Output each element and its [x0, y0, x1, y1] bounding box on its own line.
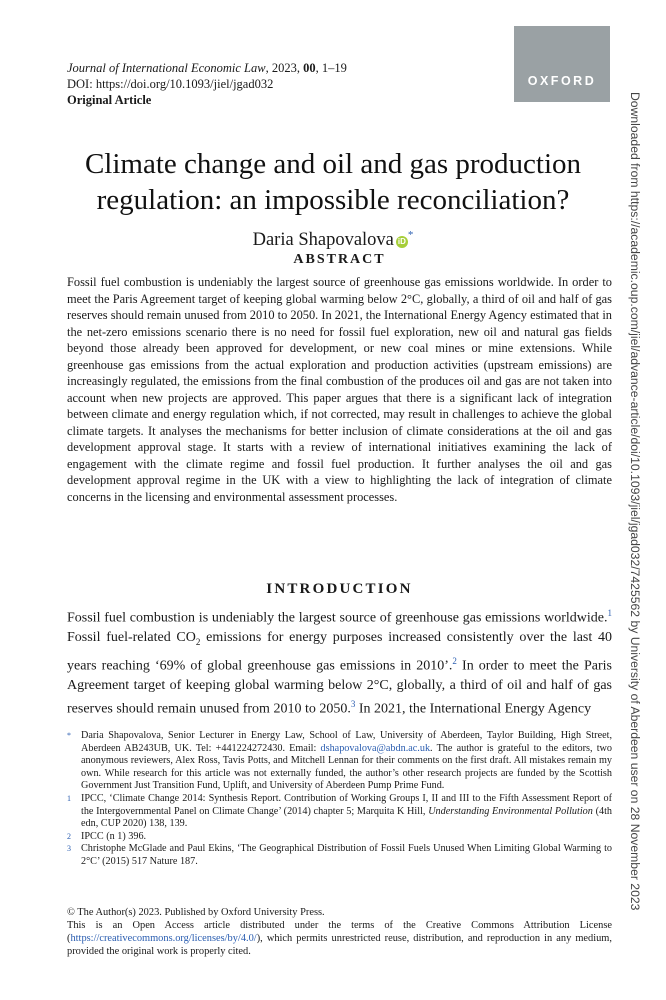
journal-name: Journal of International Economic Law — [67, 61, 266, 75]
footnote-text: Daria Shapovalova, Senior Lecturer in Energy Law, School of Law, University of Aberdeen, Taylor Building, High Street, Aberdeen AB243UB, UK. Tel: +441224272430. Email: — [81, 730, 612, 754]
footnote-text: IPCC, ‘Climate Change 2014: Synthesis Report. Contribution of Working Groups I, II and III to the Fifth Assessment Report of the Intergovernmental Panel on Climate Change’ (2014) chapter 5; Marquita K Hill, — [81, 792, 612, 817]
journal-year: , 2023, — [265, 61, 304, 75]
footnotes — [67, 730, 612, 869]
oxford-logo-text: OXFORD — [527, 74, 597, 88]
author-name[interactable]: Daria Shapovalova — [252, 230, 394, 250]
journal-info — [67, 60, 487, 108]
intro-segment-5: In 2021, the International Energy Agency — [355, 701, 592, 717]
footnote-mark: 1 — [67, 793, 71, 803]
footnote-mark: * — [67, 731, 71, 740]
copyright-notice — [67, 906, 612, 958]
footnote-text: (4th edn, CUP 2020) 138, 139. — [81, 805, 612, 830]
license-statement — [67, 919, 612, 958]
footnote-ref-1[interactable]: 1 — [607, 608, 612, 618]
footnote-book-title: Understanding Environmental Pollution — [428, 805, 593, 817]
footnote-mark: 3 — [67, 844, 71, 854]
footnote-mark: 2 — [67, 831, 71, 841]
footnote-ref-2[interactable]: 2 — [452, 655, 457, 666]
intro-segment-2: Fossil fuel-related CO — [67, 629, 196, 645]
co2-subscript: 2 — [195, 636, 201, 647]
footnote-3 — [67, 843, 612, 868]
license-text: ), which permits unrestricted reuse, distribution, and reproduction in any medium, provided the original work is properly cited. — [67, 933, 612, 957]
author-line — [40, 223, 626, 252]
title-line-1: Climate change and oil and gas production — [84, 148, 582, 180]
abstract-heading: ABSTRACT — [293, 252, 386, 267]
introduction-heading: INTRODUCTION — [266, 581, 413, 597]
footnote-2 — [67, 831, 612, 844]
doi-link[interactable]: DOI: https://doi.org/10.1093/jiel/jgad032 — [67, 77, 274, 91]
journal-pages: , 1–19 — [315, 61, 347, 75]
footnote-1 — [67, 793, 612, 831]
copyright-line: © The Author(s) 2023. Published by Oxford University Press. — [67, 907, 325, 918]
footnote-text: Christophe McGlade and Paul Ekins, ‘The Geographical Distribution of Fossil Fuels Unused When Limiting Global Warming to 2°C’ (2015) 517 Nature 187. — [81, 843, 612, 867]
footnote-text: IPCC (n 1) 396. — [81, 830, 147, 842]
intro-segment-1: Fossil fuel combustion is undeniably the largest source of greenhouse gas emissions worldwide. — [67, 610, 608, 626]
intro-segment-4: In order to meet the Paris Agreement target of keeping global warming below 2°C, globally, a third of oil and half of gas reserves should remain unused from 2010 to 2050. — [67, 658, 612, 717]
download-note — [626, 92, 648, 912]
footnote-ref-3[interactable]: 3 — [350, 698, 356, 709]
title-line-2: regulation: an impossible reconciliation? — [96, 184, 570, 216]
license-link[interactable]: https://creativecommons.org/licenses/by/4.0/ — [70, 933, 257, 944]
license-text: This is an Open Access article distributed under the terms of the Creative Commons Attribution License ( — [67, 920, 612, 944]
article-title — [40, 146, 626, 218]
intro-segment-3: emissions for energy purposes increased consistently over the last 40 years reaching ‘69% of global greenhouse gas emissions in 2010’. — [67, 629, 613, 674]
footnote-text: . The author is grateful to the editors, two anonymous reviewers, Alex Ross, Tavis Potts, and Mitchell Lennan for their comments on the first draft. All mistakes remain my own. While research for this article was not externally funded, the author’s other research projects are funded by the Scottish Government Just Transition Fund, Uplift, and University of Aberdeen Pump Prime Fund. — [81, 742, 613, 792]
introduction-text — [67, 604, 612, 719]
journal-citation — [67, 60, 487, 76]
author-email-link[interactable]: dshapovalova@abdn.ac.uk — [320, 742, 431, 754]
oxford-logo[interactable] — [514, 26, 610, 102]
orcid-icon[interactable]: iD — [397, 237, 406, 246]
journal-volume: 00 — [303, 61, 316, 75]
author-footnote-mark[interactable]: * — [407, 229, 414, 241]
footnote-author — [67, 730, 612, 793]
abstract-text: Fossil fuel combustion is undeniably the largest source of greenhouse gas emissions worldwide. In order to meet the Paris Agreement target of keeping global warming below 2°C, globally, a third of oil and half of gas reserves should remain unused from 2010 to 2050. In 2021, the International Energy Agency estimated that in the net-zero emissions scenario there is no need for fossil fuel exploration, new oil and natural gas fields beyond those already been approved for development, or new coal mines or mine extensions. While greenhouse gas emissions from the actual exploration and production activities (upstream emissions) are increasingly regulated, the emissions from the final combustion of the produces oil and gas are not taken into account when new projects are approved. This paper argues that there is a significant lack of integration between climate and energy regulation which, if not corrected, may result in challenges to achieve the global climate targets. It analyses the mechanisms for better inclusion of climate considerations at the oil and gas development approval stage. It starts with a review of international initiatives examining the lack of engagement with the climate regime and fossil fuel production. It further analyses the oil and gas development approval regime in the UK with a view to highlighting the lack of integration of climate concerns in the licensing and environmental assessment processes. — [67, 275, 612, 504]
download-note-text: Downloaded from https://academic.oup.com/jiel/advance-article/doi/10.1093/jiel/jgad032/7425562 by University of Aberdeen user on 28 November 2023 — [628, 92, 642, 911]
article-type: Original Article — [67, 93, 152, 107]
